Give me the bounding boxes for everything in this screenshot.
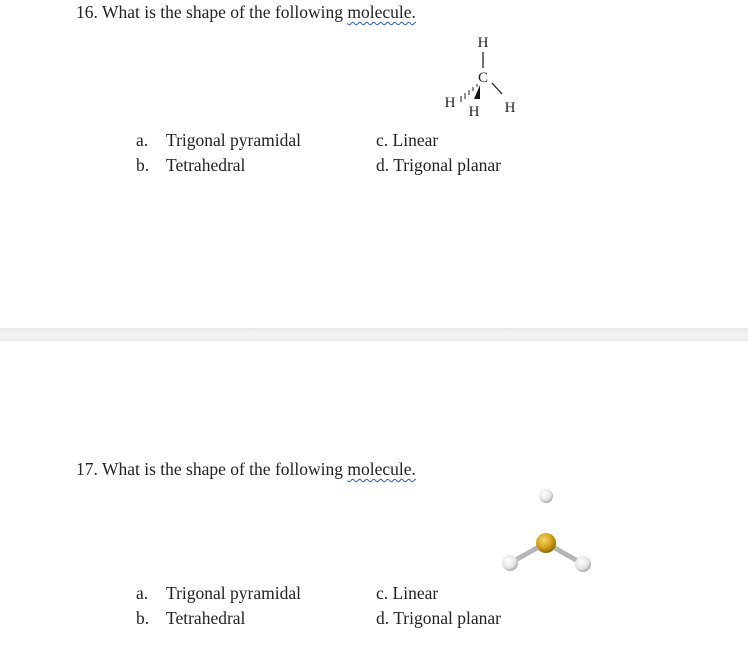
- option-d: d. Trigonal planar: [376, 608, 501, 628]
- atom-right: H: [504, 100, 516, 116]
- question-number: 16.: [76, 2, 98, 22]
- question-number: 17.: [76, 459, 98, 479]
- option-c: c. Linear: [376, 583, 439, 603]
- question-16: [76, 2, 416, 23]
- option-b: b. Tetrahedral: [136, 608, 246, 628]
- question-text: What is the shape of the following: [101, 2, 343, 22]
- question-17: [76, 459, 416, 480]
- option-b: b. Tetrahedral: [136, 155, 246, 175]
- option-a: a. Trigonal pyramidal: [136, 583, 301, 603]
- page-separator: [0, 328, 748, 341]
- center-atom: [536, 533, 556, 553]
- document-page-2: [0, 341, 748, 650]
- option-a: a. Trigonal pyramidal: [136, 130, 301, 150]
- atom-left: H: [444, 95, 456, 111]
- ball-and-stick-model-figure: [490, 481, 600, 581]
- spellcheck-flagged-word[interactable]: molecule.: [347, 2, 416, 22]
- outer-atom-left: [502, 555, 518, 571]
- option-d: d. Trigonal planar: [376, 155, 501, 175]
- atom-top: H: [477, 35, 489, 51]
- atom-bottom: H: [468, 104, 480, 120]
- outer-atom-right: [575, 556, 591, 572]
- atom-center: C: [477, 70, 489, 86]
- methane-structure-figure: [430, 26, 530, 126]
- option-c: c. Linear: [376, 130, 439, 150]
- outer-atom-top: [539, 489, 553, 503]
- spellcheck-flagged-word[interactable]: molecule.: [347, 459, 416, 479]
- question-text: What is the shape of the following: [101, 459, 343, 479]
